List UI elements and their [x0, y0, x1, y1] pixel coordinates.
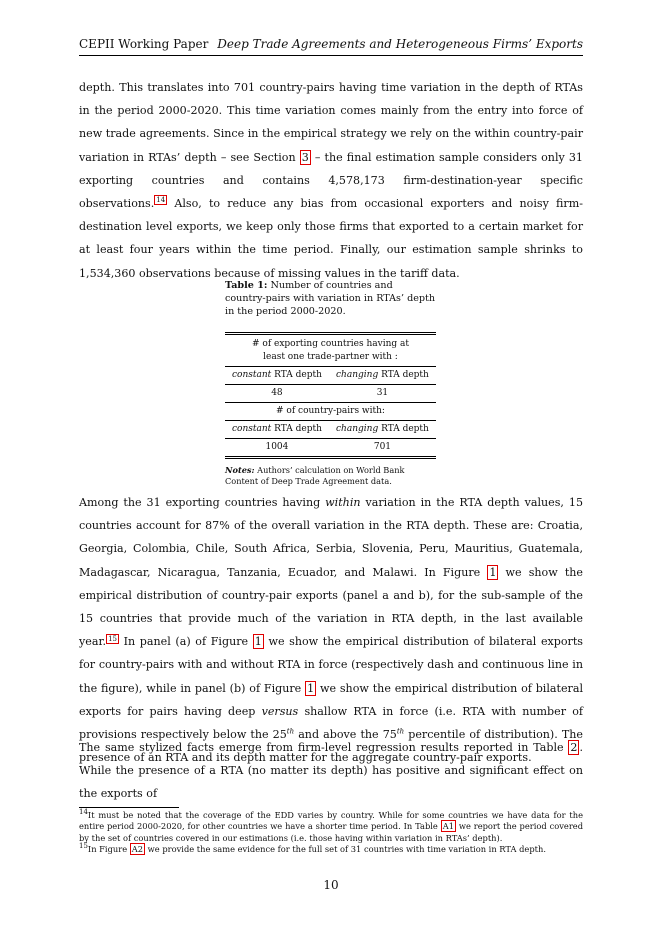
p2-text-6: we show the empirical distribution of bilateral exports for pairs having deep — [79, 681, 583, 718]
table-cell: 48 — [225, 385, 329, 403]
table-row — [225, 439, 436, 458]
footnotes — [79, 810, 583, 856]
paragraph-1 — [79, 76, 583, 285]
table-row — [225, 367, 436, 385]
p2-text-8: and above the 75 — [294, 728, 397, 742]
p1-text-2: – the final estimation sample considers only 31 exporting countries and contains 4,578,173 firm-destination-year specific observations. — [79, 150, 583, 211]
p2-text-2: variation in the RTA depth values, 15 countries account for 87% of the overall variation in the RTA depth. These are: Croatia, Georgia, Colombia, Chile, South Africa, Serbia, Slovenia, Peru, Mauritius, Guatemala, Madagascar, Nicaragua, Tanzania, Ecuador, and Malawi. In Figure — [79, 496, 583, 579]
p2-text-5: we show the empirical distribution of bilateral exports for country-pairs with and without RTA in force (respectively dash and continuous line in the figure), while in panel (b) of Figure — [79, 635, 583, 695]
figure-a2-link[interactable]: A2 — [131, 844, 144, 855]
col-header-changing-rest: RTA depth — [378, 424, 429, 434]
footnote-14-link[interactable]: 14 — [156, 196, 166, 205]
footnote-14-mark: 14 — [79, 808, 88, 817]
superscript-th: th — [396, 727, 405, 736]
footnote-14-text-2: we report the period covered by the set of countries covered in our estimations (i.e. those having within variation in RTAs’ depth). — [79, 821, 584, 843]
table-row — [225, 334, 436, 367]
table-caption-text: Number of countries and country-pairs with variation in RTAs’ depth in the period 2000-2020. — [225, 280, 436, 317]
col-header-constant-em: constant — [231, 424, 272, 434]
running-header — [79, 37, 583, 56]
p2-text-7: shallow RTA in force (i.e. RTA with number of provisions respectively below the 25 — [79, 704, 583, 742]
table-notes — [225, 465, 436, 486]
figure-1-link[interactable]: 1 — [307, 681, 315, 695]
paragraph-2 — [79, 491, 583, 769]
table-1 — [225, 279, 436, 486]
table-cell: 31 — [329, 385, 436, 403]
table-row — [225, 421, 436, 439]
col-header-constant — [225, 367, 329, 385]
table-notes-text: Authors’ calculation on World Bank Content of Deep Trade Agreement data. — [225, 465, 405, 486]
table-caption-label: Table 1: — [225, 280, 268, 291]
footnote-15-link[interactable]: 15 — [108, 634, 117, 643]
table-cell: 1004 — [225, 439, 329, 458]
p3-text-2: . While the presence of a RTA (no matter its depth) has positive and significant effect on the exports of — [79, 741, 583, 801]
p2-text-9: percentile of distribution). The presence of an RTA and its depth matter for the aggregate country-pair exports. — [79, 728, 583, 765]
header-journal: CEPII Working Paper — [79, 37, 209, 51]
superscript-th: th — [286, 727, 295, 736]
p2-emphasis-within: within — [325, 496, 361, 509]
table-cell: 701 — [329, 439, 436, 458]
footnote-divider — [79, 807, 179, 808]
col-header-changing — [329, 421, 436, 439]
col-header-changing-em: changing — [336, 424, 379, 434]
section2-header: # of country-pairs with: — [225, 403, 436, 421]
p2-text-3: we show the empirical distribution of country-pair exports (panel a and b), for the sub-sample of the 15 countries that provide much of the variation in RTA depth, in the last available year. — [79, 565, 583, 649]
table-row — [225, 403, 436, 421]
section1-header-line1: # of exporting countries having at — [252, 339, 409, 349]
table-notes-label: Notes: — [225, 465, 255, 475]
footnote-15-text-2: we provide the same evidence for the full set of 31 countries with time variation in RTA depth. — [145, 844, 546, 855]
table-2-link[interactable]: 2 — [570, 741, 578, 754]
footnote-15 — [79, 844, 583, 855]
col-header-changing-rest: RTA depth — [378, 370, 429, 380]
footnote-15-text-1: In Figure — [87, 844, 130, 855]
col-header-constant-rest: RTA depth — [271, 424, 322, 434]
header-title: Deep Trade Agreements and Heterogeneous Firms’ Exports — [217, 37, 583, 51]
paragraph-3 — [79, 736, 583, 806]
figure-1-link[interactable]: 1 — [489, 565, 497, 579]
col-header-constant — [225, 421, 329, 439]
section1-header-line2: least one trade-partner with : — [263, 352, 398, 362]
p1-text-1: depth. This translates into 701 country-pairs having time variation in the depth of RTAs in the period 2000-2020. This time variation comes mainly from the entry into force of new trade agreements. Since in the empirical strategy we rely on the within country-pair variation in RTAs’ depth – see Section — [79, 81, 583, 164]
page-number: 10 — [323, 878, 339, 892]
p1-text-3: Also, to reduce any bias from occasional exporters and noisy firm-destination level exports, we keep only those firms that exported to a certain market for at least four years within the time period. Finally, our estimation sample shrinks to 1,534,360 observations because of missing values in the tariff data. — [79, 197, 583, 280]
footnote-14-text-1: It must be noted that the coverage of the EDD varies by country. While for some countries we have data for the entire period 2000-2020, for other countries we have a shorter time period. In Table — [79, 810, 583, 832]
col-header-constant-rest: RTA depth — [271, 370, 322, 380]
col-header-changing-em: changing — [336, 370, 379, 380]
p2-text-4: In panel (a) of Figure — [118, 635, 253, 649]
section-ref-link[interactable]: 3 — [301, 150, 309, 164]
table-caption — [225, 279, 436, 318]
col-header-constant-em: constant — [231, 370, 272, 380]
figure-1-link[interactable]: 1 — [254, 635, 262, 649]
col-header-changing — [329, 367, 436, 385]
footnote-15-mark: 15 — [79, 842, 88, 851]
p2-emphasis-versus: versus — [261, 704, 299, 718]
section1-header — [225, 334, 436, 367]
table-row — [225, 385, 436, 403]
p2-text-1: Among the 31 exporting countries having — [79, 496, 326, 509]
p3-text-1: The same stylized facts emerge from firm-level regression results reported in Table — [79, 741, 569, 754]
table-a1-link[interactable]: A1 — [442, 821, 454, 832]
footnote-14 — [79, 810, 583, 844]
table-grid — [225, 332, 436, 459]
